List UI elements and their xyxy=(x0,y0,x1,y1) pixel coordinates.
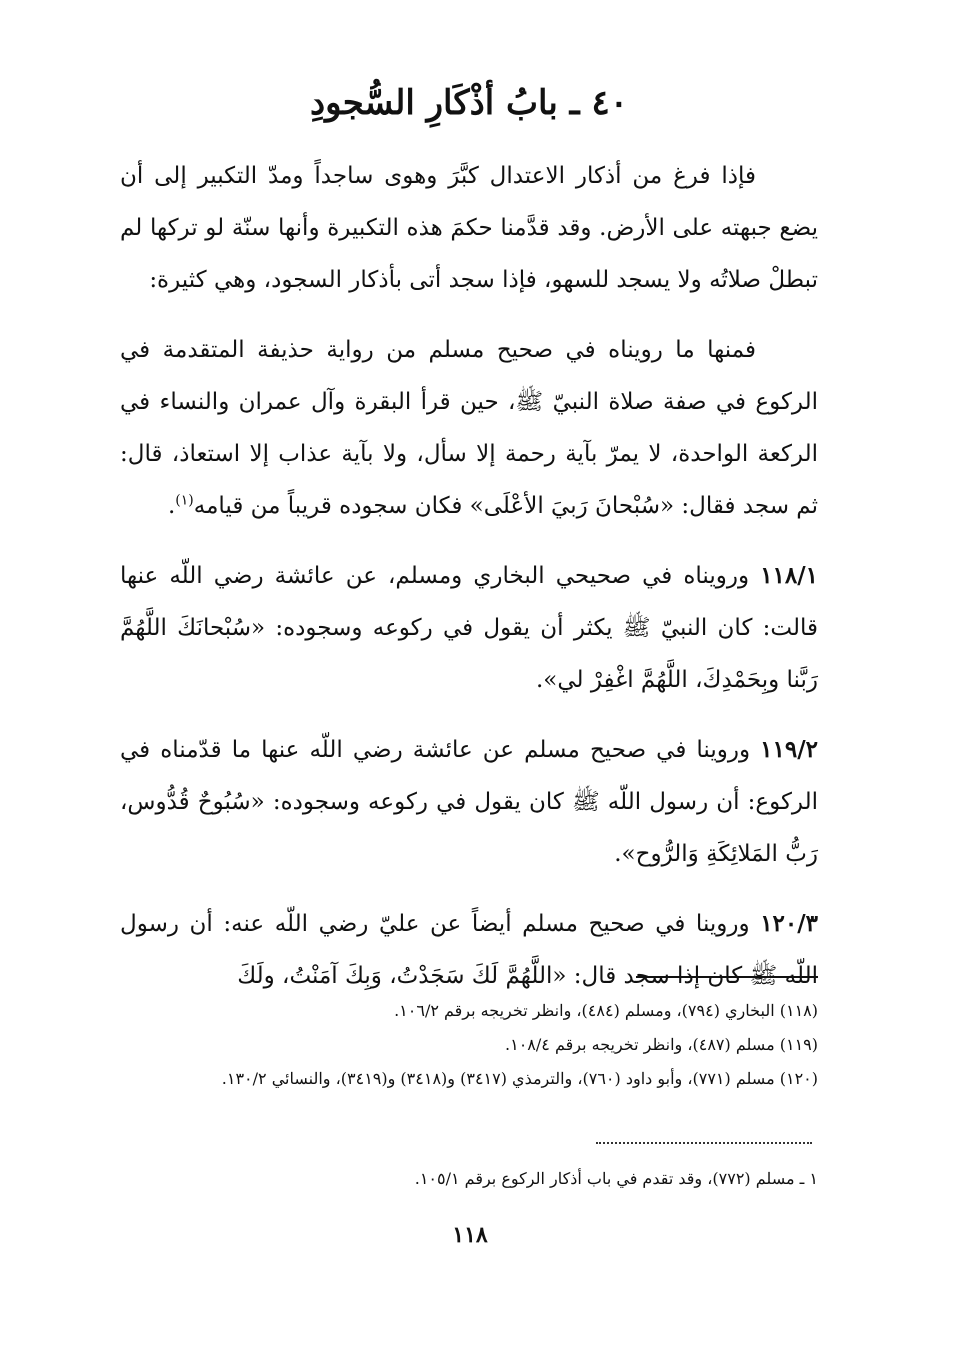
footnote-120: (١٢٠) مسلم (٧٧١)، وأبو داود (٧٦٠)، والترمذي (٣٤١٧) و(٣٤١٨) و(٣٤١٩)، والنسائي ١٣٠/٢. xyxy=(221,1069,818,1088)
hadith-text: ورويناه في صحيحي البخاري ومسلم، عن عائشة رضي اللّه عنها قالت: كان النبيّ ﷺ يكثر أن يقول في ركوعه وسجوده: «سُبْحانَكَ اللَّهُمَّ رَبَّنا وبِحَمْدِكَ، اللَّهُمَّ اغْفِرْ لي». xyxy=(120,563,818,693)
paragraph-hudhayfa xyxy=(120,324,818,532)
hadith-120 xyxy=(120,898,818,1002)
chapter-title: ٤٠ ـ بابُ أذْكَارِ السُّجودِ xyxy=(309,83,628,123)
footnote-divider xyxy=(636,976,818,978)
hadith-number: ١١٩/٢ xyxy=(760,736,818,763)
hadith-119 xyxy=(120,724,818,880)
footnote-119: (١١٩) مسلم (٤٨٧)، وانظر تخريجه برقم ١٠٨/٤. xyxy=(505,1035,818,1054)
editor-footnote: ١ ـ مسلم (٧٧٢)، وقد تقدم في باب أذكار الركوع برقم ١٠٥/١. xyxy=(414,1169,818,1188)
hadith-number: ١١٨/١ xyxy=(760,562,819,589)
hadith-text: وروينا في صحيح مسلم أيضاً عن عليّ رضي اللّه عنه: أن رسول اللّه ﷺ كان إذا سجد قال: «اللَّهُمَّ لَكَ سَجَدْتُ، وَبِكَ آمَنْتُ، ولَكَ xyxy=(120,911,818,989)
main-text xyxy=(120,150,818,1020)
page-number: ١١٨ xyxy=(452,1222,488,1248)
hadith-text: وروينا في صحيح مسلم عن عائشة رضي اللّه عنها ما قدّمناه في الركوع: أن رسول اللّه ﷺ كان يقول في ركوعه وسجوده: «سُبُوحٌ قُدُّوس، رَبُّ المَلائِكَةِ وَالرُّوح». xyxy=(120,737,818,867)
dotted-divider xyxy=(596,1142,812,1144)
hadith-118 xyxy=(120,550,818,706)
footnote-118: (١١٨) البخاري (٧٩٤)، ومسلم (٤٨٤)، وانظر تخريجه برقم ١٠٦/٢. xyxy=(394,1001,818,1020)
footnotes xyxy=(120,994,818,1096)
paragraph-text: فإذا فرغ من أذكار الاعتدال كبَّرَ وهوى ساجداً ومدّ التكبير إلى أن يضع جبهته على الأرض. وقد قدَّمنا حكمَ هذه التكبيرة وأنها سنّة لو تركها لم تبطلْ صلاتُه ولا يسجد للسهو، فإذا سجد أتى بأذكار السجود، وهي كثيرة: xyxy=(120,163,818,293)
paragraph-trailing: . xyxy=(167,493,176,519)
paragraph-text: فمنها ما رويناه في صحيح مسلم من رواية حذيفة المتقدمة في الركوع في صفة صلاة النبيّ ﷺ، حين قرأ البقرة وآل عمران والنساء في الركعة الواحدة، لا يمرّ بآية رحمة إلا سأل، ولا بآية عذاب إلا استعاذ، قال: ثم سجد فقال: «سُبْحانَ رَبيَ الأعْلَى» فكان سجوده قريباً من قيامه xyxy=(120,337,818,519)
hadith-number: ١٢٠/٣ xyxy=(760,910,819,937)
footnote-reference: (١) xyxy=(175,492,194,509)
paragraph-intro xyxy=(120,150,818,306)
